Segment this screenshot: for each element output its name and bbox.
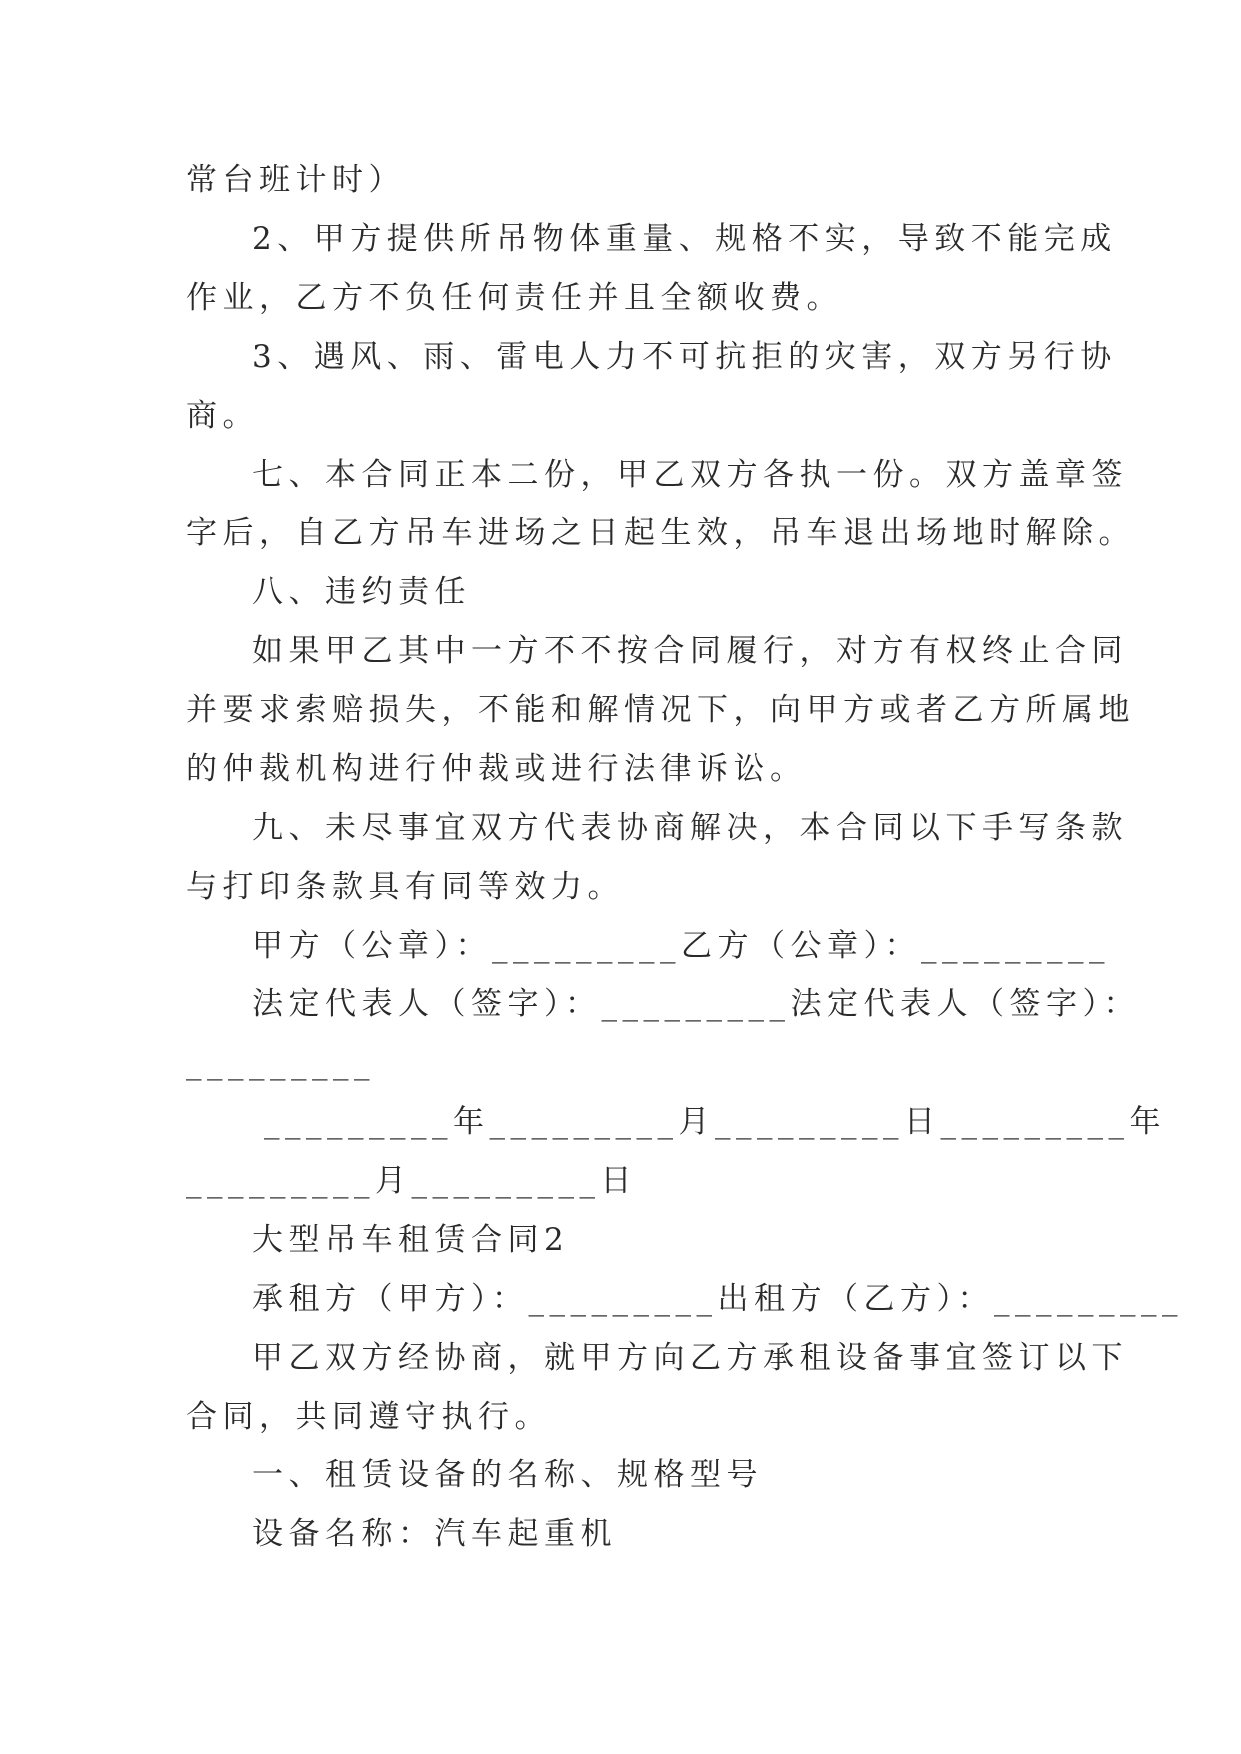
signature-line-representative: 法定代表人（签字）：_________法定代表人（签字）： <box>252 986 1140 1022</box>
text-line: 商。 <box>186 398 259 434</box>
section-heading: 一、租赁设备的名称、规格型号 <box>252 1457 763 1493</box>
signature-line-seal: 甲方（公章）：_________乙方（公章）：_________ <box>252 928 1110 964</box>
text-line: 2、甲方提供所吊物体重量、规格不实，导致不能完成 <box>252 221 1117 257</box>
text-line: 并要求索赔损失，不能和解情况下，向甲方或者乙方所属地 <box>186 692 1135 728</box>
text-line: 如果甲乙其中一方不不按合同履行，对方有权终止合同 <box>252 633 1128 669</box>
text-line: 常台班计时） <box>186 162 405 198</box>
text-line: 3、遇风、雨、雷电人力不可抗拒的灾害，双方另行协 <box>252 339 1117 375</box>
text-line: 合同，共同遵守执行。 <box>186 1399 551 1435</box>
text-line: 八、违约责任 <box>252 574 471 610</box>
text-line: 字后，自乙方吊车进场之日起生效，吊车退出场地时解除。 <box>186 515 1135 551</box>
date-line: _________年_________月_________日_________年 <box>264 1104 1166 1140</box>
text-line: 的仲裁机构进行仲裁或进行法律诉讼。 <box>186 751 807 787</box>
parties-line: 承租方（甲方）：_________出租方（乙方）：_________ <box>252 1281 1183 1317</box>
signature-blank: _________ <box>186 1045 375 1081</box>
text-line: 与打印条款具有同等效力。 <box>186 869 624 905</box>
text-line: 甲乙双方经协商，就甲方向乙方承租设备事宜签订以下 <box>252 1340 1128 1376</box>
text-line: 设备名称：汽车起重机 <box>252 1516 617 1552</box>
date-line-continued: _________月_________日 <box>186 1163 637 1199</box>
contract-title: 大型吊车租赁合同2 <box>252 1222 570 1258</box>
text-line: 九、未尽事宜双方代表协商解决，本合同以下手写条款 <box>252 810 1128 846</box>
text-line: 七、本合同正本二份，甲乙双方各执一份。双方盖章签 <box>252 457 1128 493</box>
text-line: 作业，乙方不负任何责任并且全额收费。 <box>186 280 843 316</box>
